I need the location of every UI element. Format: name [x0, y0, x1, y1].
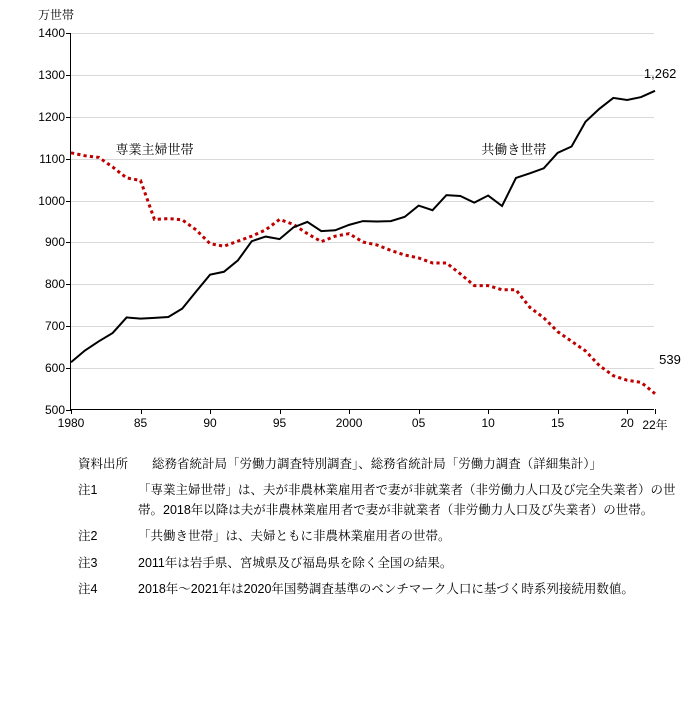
x-axis-tick-label: 20: [620, 416, 634, 430]
chart-annotation: 539: [659, 351, 681, 367]
chart-notes: [0, 455, 694, 606]
y-axis-tick-label: 700: [44, 319, 65, 334]
series-line-housewife: [71, 153, 655, 394]
chart-annotation: 1,262: [643, 65, 677, 81]
note-text: 「共働き世帯」は、夫婦ともに非農林業雇用者の世帯。: [138, 529, 451, 544]
y-axis-tick-label: 1000: [38, 193, 65, 208]
x-axis-tick-label: 1980: [57, 416, 85, 430]
note-label: 注2: [78, 529, 98, 544]
note-row: [0, 554, 694, 573]
note-label: 注4: [78, 581, 98, 596]
y-axis-tick-label: 900: [44, 235, 65, 250]
note-row: [0, 527, 694, 546]
x-axis-tick-label: 90: [203, 416, 217, 430]
note-text-source: 総務省統計局「労働力調査特別調査」、総務省統計局「労働力調査（詳細集計）」: [152, 457, 603, 471]
y-axis-tick-label: 800: [44, 277, 65, 292]
chart-series-layer: [71, 33, 655, 410]
note-text: 2018年～2021年は2020年国勢調査基準のベンチマーク人口に基づく時系列接続用数値。: [138, 581, 634, 596]
note-label: 注3: [78, 555, 98, 570]
note-text: 2011年は岩手県、宮城県及び福島県を除く全国の結果。: [138, 555, 453, 570]
note-label: 注1: [78, 483, 98, 498]
x-axis-tick-label: 2000: [335, 416, 363, 430]
x-axis-tick-mark: [655, 409, 656, 414]
note-row-source: [0, 455, 694, 474]
chart-annotation: 共働き世帯: [481, 142, 547, 158]
x-axis-tick-label: 22年: [642, 418, 668, 432]
y-axis-tick-label: 1400: [38, 26, 65, 40]
y-axis-unit-label: 万世帯: [38, 8, 75, 22]
y-axis-tick-label: 1200: [38, 109, 65, 124]
x-axis-tick-label: 95: [272, 416, 287, 430]
chart-plot-area: [38, 26, 681, 432]
y-axis-tick-label: 600: [44, 361, 65, 376]
chart-annotation: 専業主婦世帯: [115, 142, 194, 158]
x-axis-tick-label: 05: [411, 416, 426, 430]
x-axis-tick-label: 15: [550, 416, 565, 430]
note-row: [0, 580, 694, 599]
y-axis-tick-label: 1300: [38, 67, 65, 82]
note-row: [0, 481, 694, 520]
x-axis-tick-label: 10: [481, 416, 495, 430]
y-axis-tick-label: 1100: [39, 151, 65, 166]
note-label-source: 資料出所: [78, 457, 129, 471]
x-axis-tick-label: 85: [133, 416, 148, 430]
y-axis-tick-label: 500: [44, 403, 65, 417]
note-text: 「専業主婦世帯」は、夫が非農林業雇用者で妻が非就業者（非労働力人口及び完全失業者）の世帯。2018年以降は夫が非農林業雇用者で妻が非就業者（非労働力人口及び失業者）の世帯。: [138, 483, 676, 517]
series-line-dual-income: [71, 91, 655, 362]
